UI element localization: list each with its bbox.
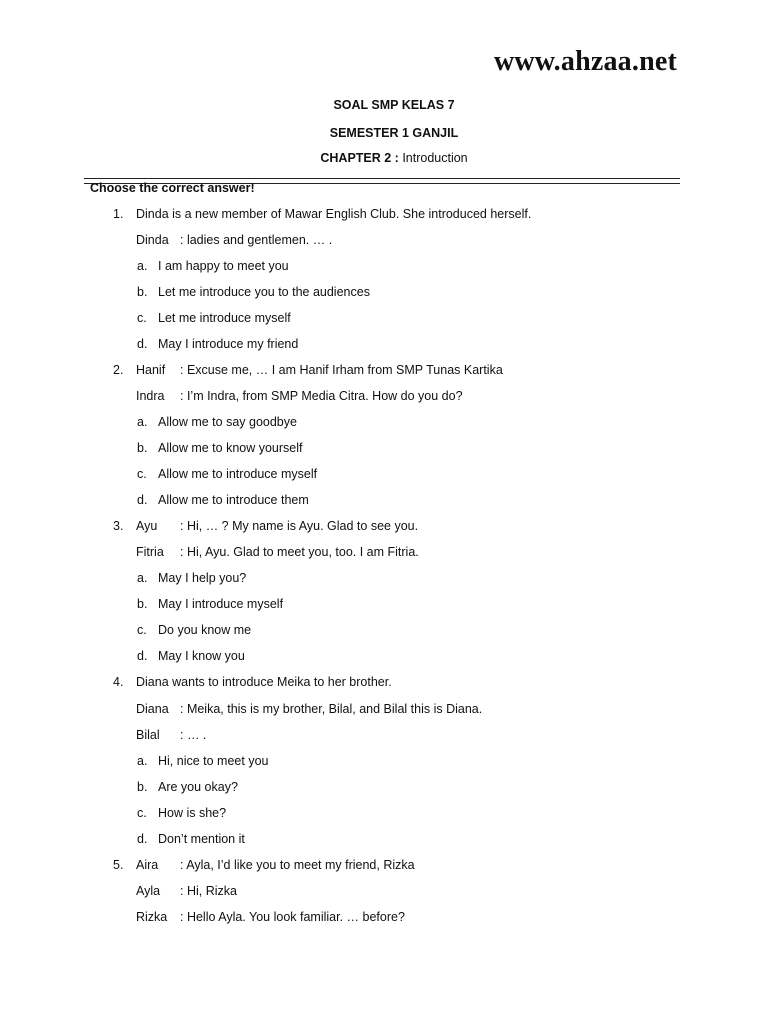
option-letter: b. [137, 285, 148, 299]
option-letter: d. [137, 649, 148, 663]
question-number: 2. [113, 363, 124, 377]
option-letter: a. [137, 259, 148, 273]
utterance: : Ayla, I’d like you to meet my friend, Rizka [180, 858, 415, 872]
option-letter: d. [137, 493, 148, 507]
utterance: : … . [180, 728, 207, 742]
option-text: I am happy to meet you [158, 259, 289, 273]
chapter-title: Introduction [402, 151, 468, 165]
utterance: : Hi, Rizka [180, 884, 237, 898]
option-letter: c. [137, 806, 147, 820]
speaker: Aira [136, 858, 159, 872]
option-text: Let me introduce you to the audiences [158, 285, 370, 299]
option-text: Allow me to say goodbye [158, 415, 297, 429]
speaker: Ayla [136, 884, 161, 898]
option-letter: c. [137, 623, 147, 637]
speaker: Hanif [136, 363, 166, 377]
utterance: : Meika, this is my brother, Bilal, and Bilal this is Diana. [180, 702, 483, 716]
question-stem: Dinda is a new member of Mawar English Club. She introduced herself. [136, 207, 532, 221]
option-text: May I know you [158, 649, 245, 663]
header-chapter [0, 151, 768, 165]
utterance: : ladies and gentlemen. … . [180, 233, 333, 247]
option-text: Are you okay? [158, 780, 238, 794]
header-semester: SEMESTER 1 GANJIL [329, 126, 459, 140]
option-text: Don’t mention it [158, 832, 245, 846]
instruction: Choose the correct answer! [90, 181, 255, 195]
option-text: Allow me to introduce them [158, 493, 309, 507]
option-letter: c. [137, 311, 147, 325]
question-number: 3. [113, 519, 124, 533]
option-text: May I introduce my friend [158, 337, 299, 351]
option-text: Do you know me [158, 623, 252, 637]
option-letter: a. [137, 571, 148, 585]
speaker: Indra [136, 389, 165, 403]
speaker: Dinda [136, 233, 169, 247]
option-text: How is she? [158, 806, 227, 820]
option-letter: c. [137, 467, 147, 481]
speaker: Ayu [136, 519, 158, 533]
option-text: May I introduce myself [158, 597, 284, 611]
speaker: Diana [136, 702, 169, 716]
question-number: 1. [113, 207, 124, 221]
utterance: : I’m Indra, from SMP Media Citra. How do you do? [180, 389, 463, 403]
option-text: Let me introduce myself [158, 311, 291, 325]
option-letter: d. [137, 832, 148, 846]
utterance: : Hello Ayla. You look familiar. … before? [180, 910, 405, 924]
speaker: Fitria [136, 545, 164, 559]
utterance: : Hi, Ayu. Glad to meet you, too. I am Fitria. [180, 545, 419, 559]
speaker: Bilal [136, 728, 160, 742]
question-number: 5. [113, 858, 124, 872]
option-letter: b. [137, 441, 148, 455]
utterance: : Excuse me, … I am Hanif Irham from SMP Tunas Kartika [180, 363, 503, 377]
option-text: Allow me to introduce myself [158, 467, 318, 481]
option-letter: b. [137, 597, 148, 611]
option-letter: a. [137, 415, 148, 429]
option-letter: d. [137, 337, 148, 351]
site-watermark: www.ahzaa.net [493, 46, 677, 77]
question-stem: Diana wants to introduce Meika to her brother. [136, 675, 392, 689]
option-text: Allow me to know yourself [158, 441, 303, 455]
chapter-label: CHAPTER 2 : [320, 151, 403, 165]
option-text: May I help you? [158, 571, 247, 585]
option-letter: b. [137, 780, 148, 794]
header-class: SOAL SMP KELAS 7 [333, 98, 455, 112]
option-text: Hi, nice to meet you [158, 754, 269, 768]
question-number: 4. [113, 675, 124, 689]
speaker: Rizka [136, 910, 168, 924]
utterance: : Hi, … ? My name is Ayu. Glad to see you. [180, 519, 419, 533]
option-letter: a. [137, 754, 148, 768]
